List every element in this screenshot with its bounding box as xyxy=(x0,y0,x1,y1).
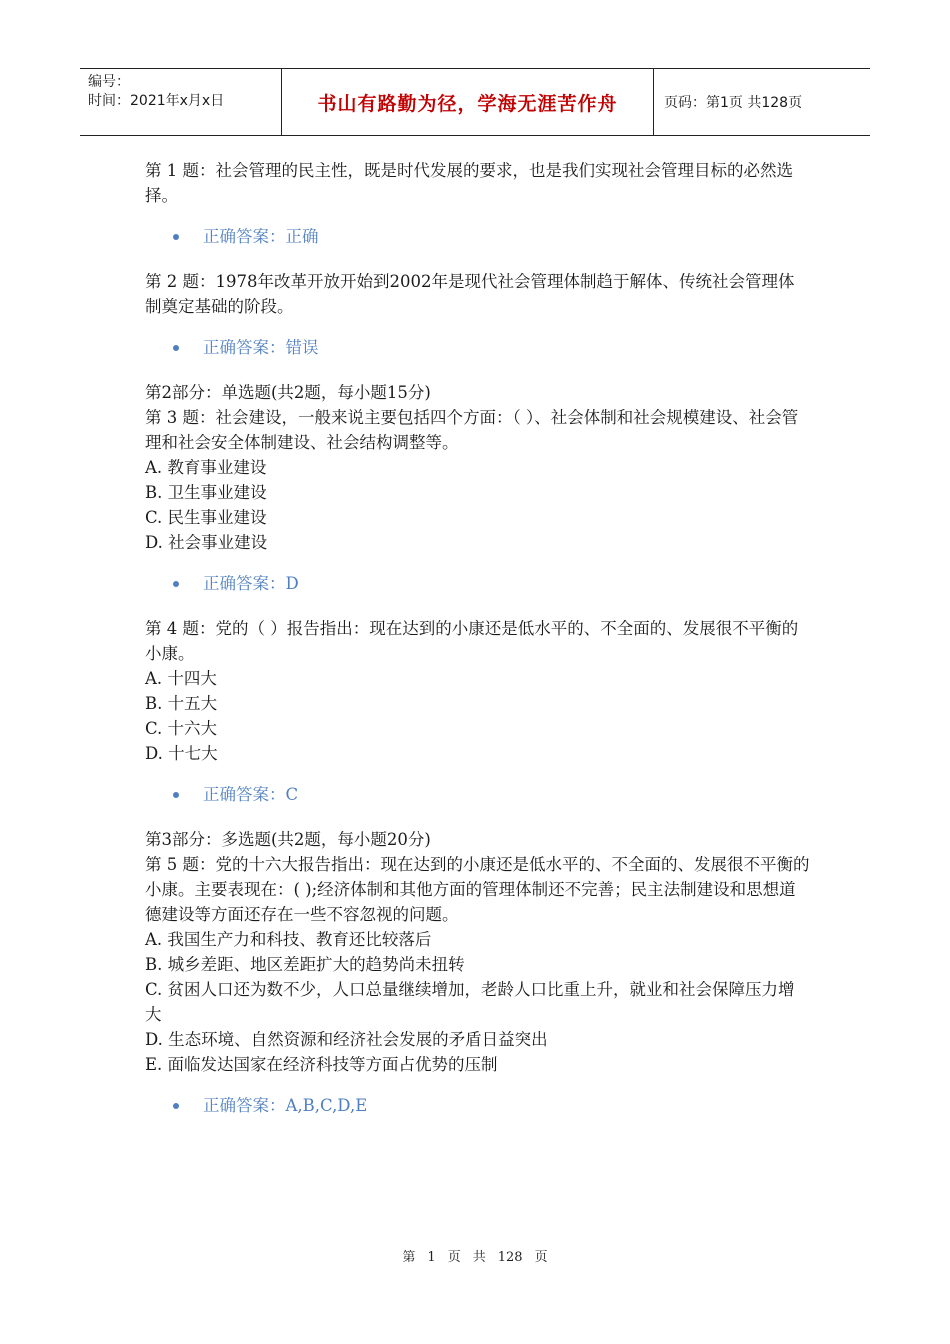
bullet-icon xyxy=(173,581,179,587)
question-text: 第 3 题：社会建设，一般来说主要包括四个方面：（ ）、社会体制和社会规模建设、社会管理和社会安全体制建设、社会结构调整等。 xyxy=(145,408,799,452)
answer-option: C. 民生事业建设 xyxy=(145,508,267,527)
answer-option: C. 十六大 xyxy=(145,719,218,738)
answer-option: D. 生态环境、自然资源和经济社会发展的矛盾日益突出 xyxy=(145,1030,548,1049)
footer-di: 第 xyxy=(402,1250,416,1265)
correct-answer xyxy=(173,1093,810,1118)
footer-ye: 页 xyxy=(447,1250,461,1265)
page-footer xyxy=(0,1246,950,1265)
serial-label: 编号： xyxy=(88,74,130,90)
answer-text: 正确答案：D xyxy=(203,574,299,593)
answer-option: E. 面临发达国家在经济科技等方面占优势的压制 xyxy=(145,1055,498,1074)
answer-option: A. 教育事业建设 xyxy=(145,458,267,477)
document-body xyxy=(145,158,810,1138)
answer-option: B. 十五大 xyxy=(145,694,218,713)
bullet-icon xyxy=(173,1103,179,1109)
answer-text: 正确答案：C xyxy=(203,785,299,804)
answer-option: B. 卫生事业建设 xyxy=(145,483,267,502)
answer-text: 正确答案：错误 xyxy=(203,338,319,357)
motto: 书山有路勤为径，学海无涯苦作舟 xyxy=(317,92,618,115)
answer-option: B. 城乡差距、地区差距扩大的趋势尚未扭转 xyxy=(145,955,465,974)
answer-option: A. 十四大 xyxy=(145,669,217,688)
section-heading: 第2部分：单选题(共2题，每小题15分) xyxy=(145,383,431,402)
section-heading: 第3部分：多选题(共2题，每小题20分) xyxy=(145,830,431,849)
question-text: 第 2 题：1978年改革开放开始到2002年是现代社会管理体制趋于解体、传统社会管理体制奠定基础的阶段。 xyxy=(145,272,795,316)
header-motto-cell xyxy=(282,69,654,135)
bullet-icon xyxy=(173,792,179,798)
correct-answer xyxy=(173,335,810,360)
correct-answer xyxy=(173,571,810,596)
answer-text: 正确答案：A,B,C,D,E xyxy=(203,1096,368,1115)
answer-option: A. 我国生产力和科技、教育还比较落后 xyxy=(145,930,432,949)
answer-option: D. 十七大 xyxy=(145,744,218,763)
answer-text: 正确答案：正确 xyxy=(203,227,319,246)
correct-answer xyxy=(173,224,810,249)
answer-option: C. 贫困人口还为数不少，人口总量继续增加，老龄人口比重上升，就业和社会保障压力增大 xyxy=(145,980,795,1024)
footer-gong: 共 xyxy=(472,1250,486,1265)
question-text: 第 5 题：党的十六大报告指出：现在达到的小康还是低水平的、不全面的、发展很不平衡的小康。主要表现在：( );经济体制和其他方面的管理体制还不完善；民主法制建设和思想道德建设等方面还存在一些不容忽视的问题。 xyxy=(145,855,810,924)
bullet-icon xyxy=(173,345,179,351)
footer-ye2: 页 xyxy=(534,1250,548,1265)
question-text: 第 4 题：党的（ ）报告指出：现在达到的小康还是低水平的、不全面的、发展很不平衡的小康。 xyxy=(145,619,799,663)
question-text: 第 1 题：社会管理的民主性，既是时代发展的要求，也是我们实现社会管理目标的必然选择。 xyxy=(145,161,793,205)
page-label: 页码：第1页 共128页 xyxy=(664,95,803,111)
answer-option: D. 社会事业建设 xyxy=(145,533,268,552)
time-label: 时间：2021年x月x日 xyxy=(88,93,225,109)
header-meta xyxy=(80,69,282,135)
footer-page-number: 1 xyxy=(427,1250,436,1265)
footer-total-pages: 128 xyxy=(497,1250,523,1265)
page-header xyxy=(80,68,870,136)
correct-answer xyxy=(173,782,810,807)
bullet-icon xyxy=(173,234,179,240)
header-page-cell xyxy=(654,69,870,135)
